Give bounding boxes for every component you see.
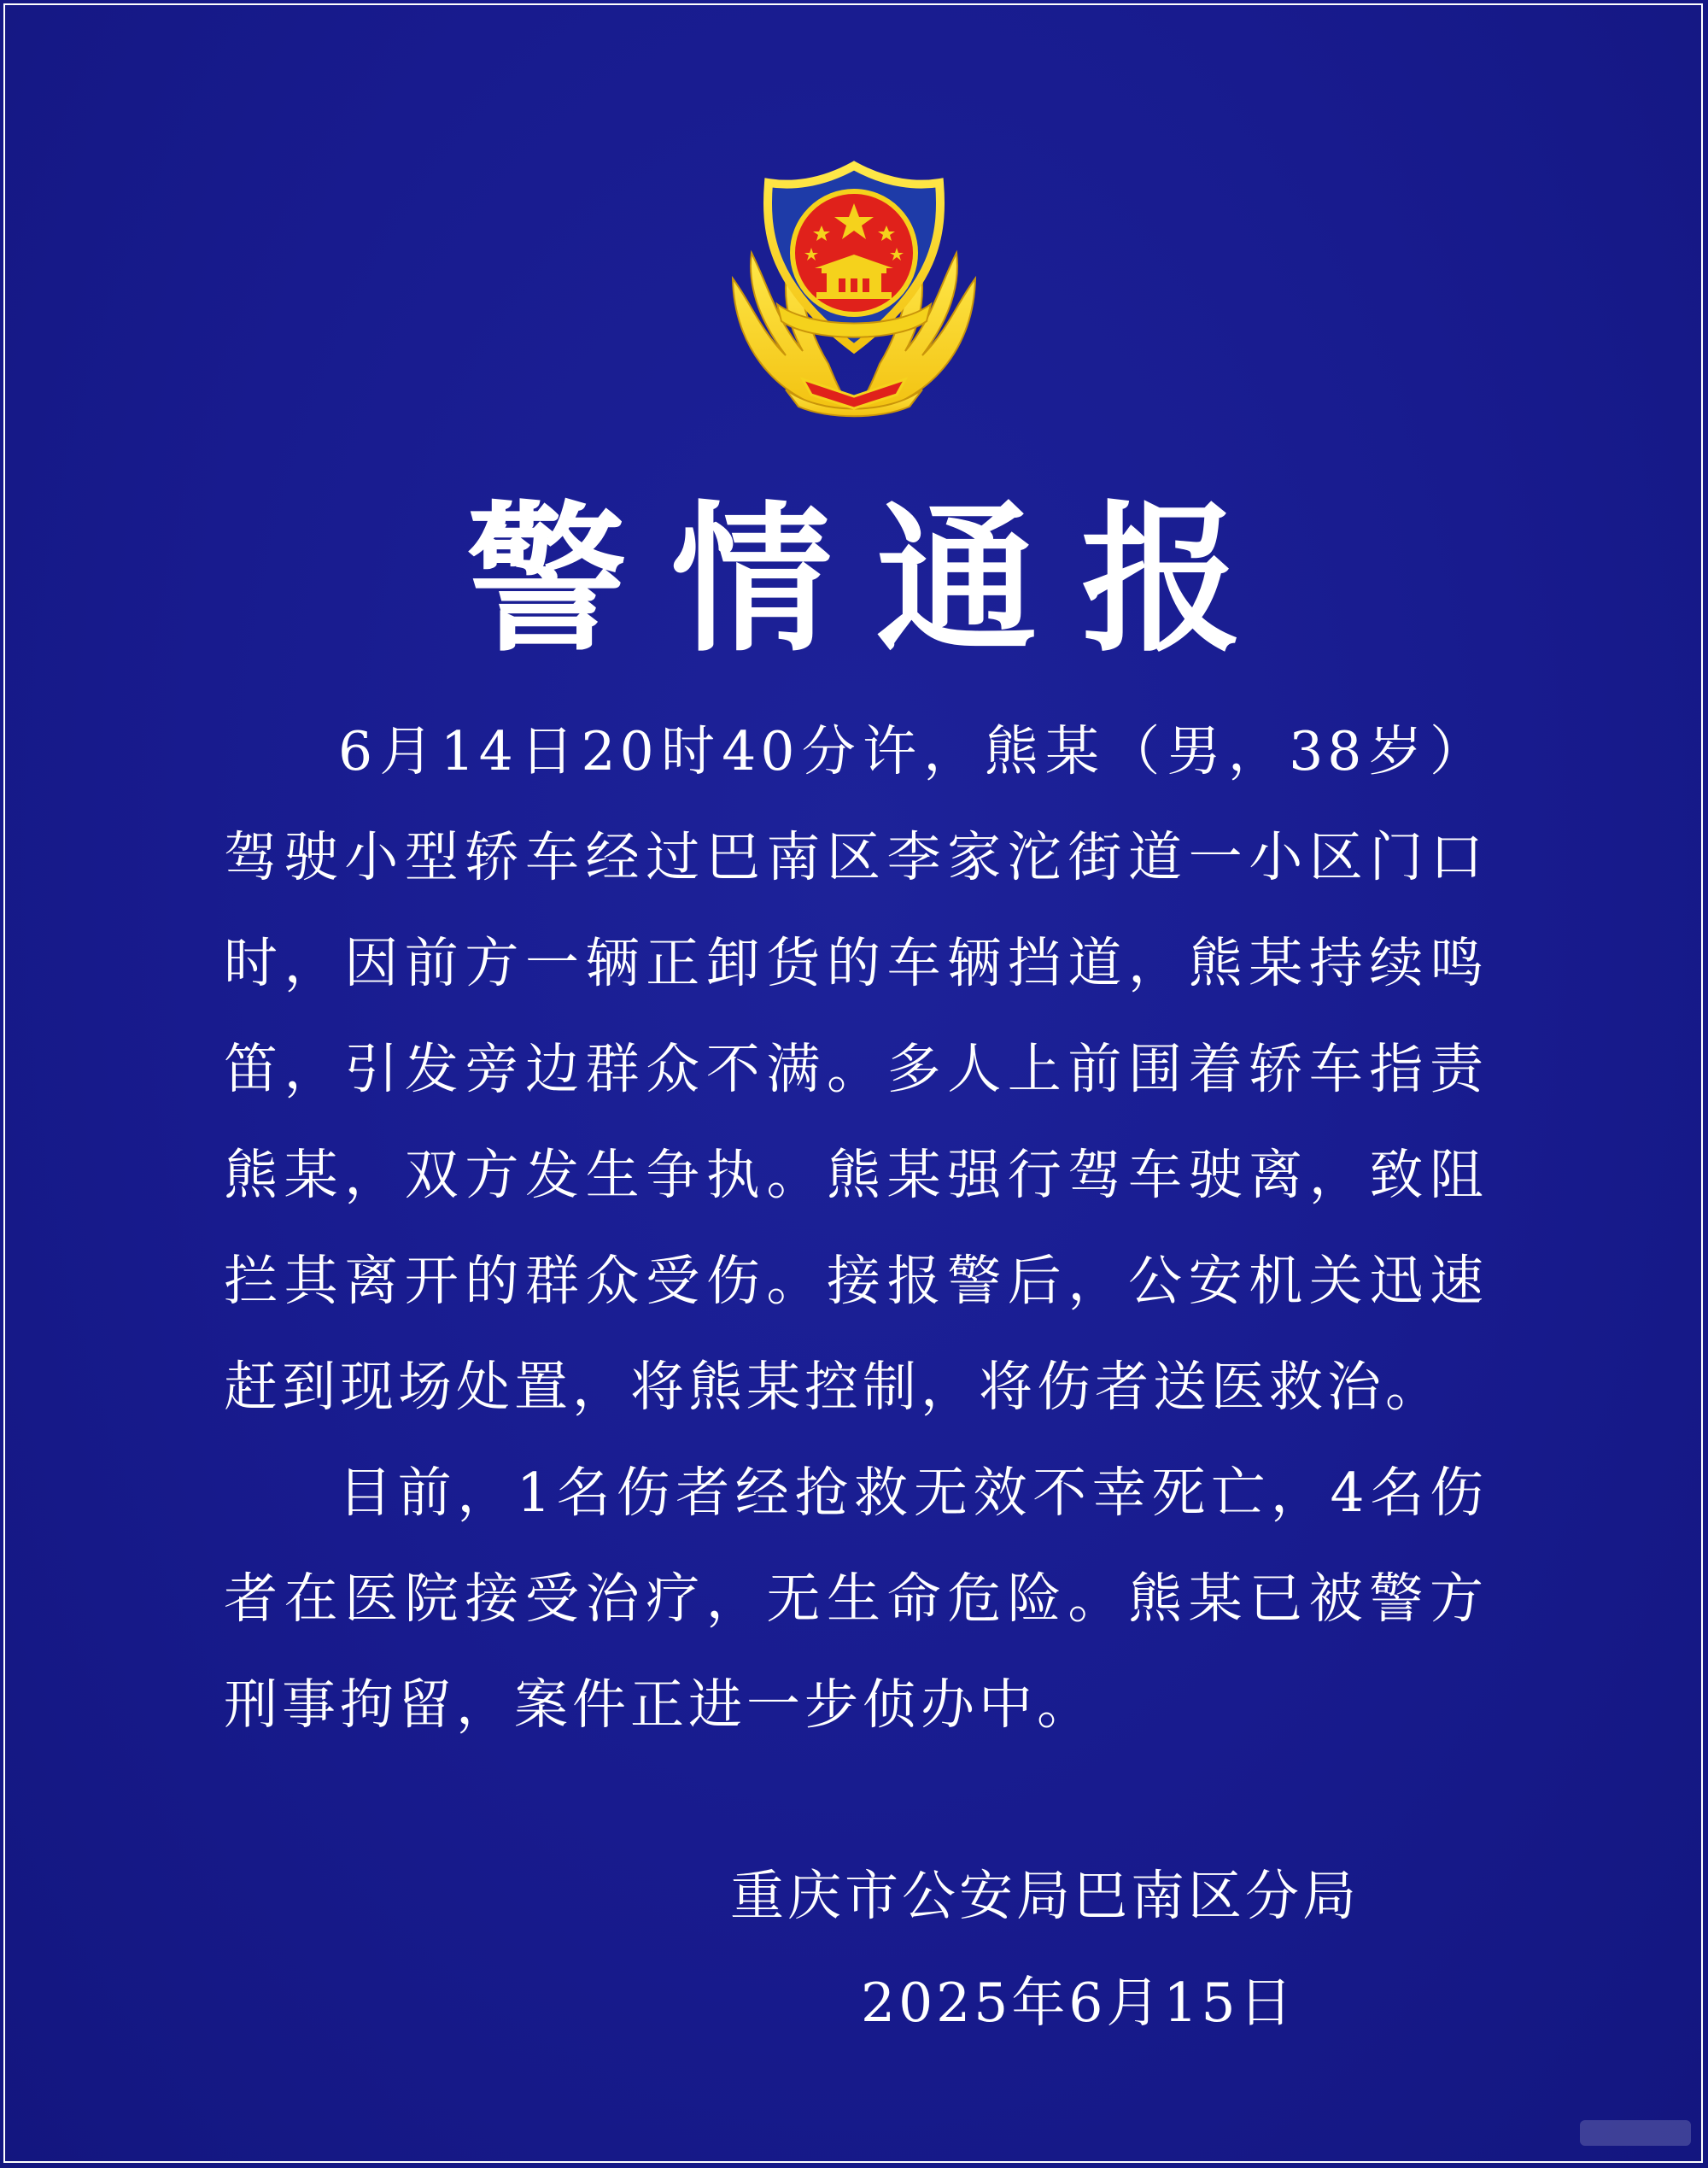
issue-date: 2025年6月15日 xyxy=(861,1972,1296,2034)
notice-title: 警情通报 xyxy=(466,487,1286,674)
paragraph-status: 目前，1名伤者经抢救无效不幸死亡，4名伤者在医院接受治疗，无生命危险。熊某已被警方刑事拘留，案件正进一步侦办中。 xyxy=(224,1462,1488,1736)
issuing-organization: 重庆市公安局巴南区分局 xyxy=(730,1865,1360,1927)
paragraph-incident: 6月14日20时40分许，熊某（男，38岁）驾驶小型轿车经过巴南区李家沱街道一小区门口时，因前方一辆正卸货的车辆挡道，熊某持续鸣笛，引发旁边群众不满。多人上前围着轿车指责熊某，双方发生争执。熊某强行驾车驶离，致阻拦其离开的群众受伤。接报警后，公安机关迅速赶到现场处置，将熊某控制，将伤者送医救治。 xyxy=(224,720,1488,1418)
police-emblem-icon xyxy=(726,159,982,424)
notice-body xyxy=(224,699,1488,1758)
watermark-badge xyxy=(1580,2120,1691,2146)
